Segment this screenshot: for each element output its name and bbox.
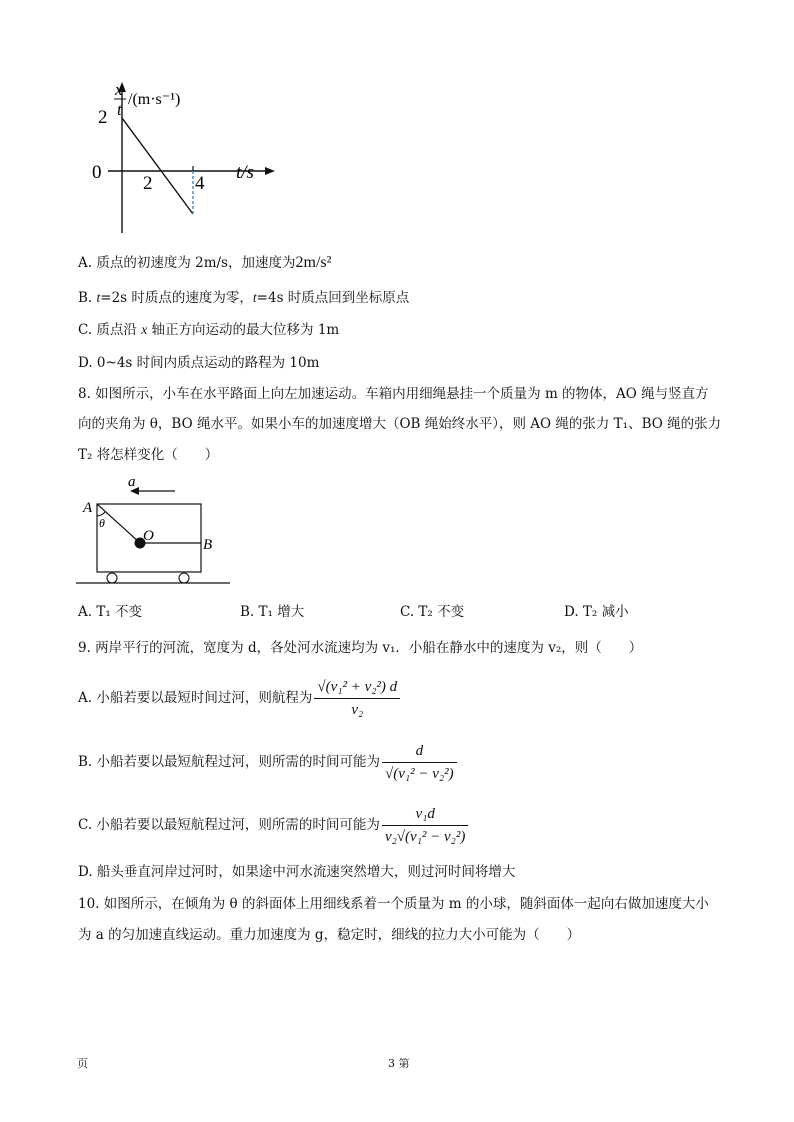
y-label-num: x — [115, 80, 123, 99]
y-axis-unit: /(m·s⁻¹) — [128, 91, 181, 108]
q10-stem-line1: 10. 如图所示，在倾角为 θ 的斜面体上用细线系着一个质量为 m 的小球，随斜面体一起向右做加速度大小 — [78, 896, 709, 912]
x-axis-arrow — [265, 167, 275, 175]
q7-option-c: C. 质点沿 x 轴正方向运动的最大位移为 1m — [78, 322, 340, 338]
q8-stem-line3: T₂ 将怎样变化（ ） — [78, 447, 219, 463]
q8-stem-line1: 8. 如图所示，小车在水平路面上向左加速运动。车箱内用细绳悬挂一个质量为 m 的物体，AO 绳与竖直方 — [78, 386, 709, 402]
q7-option-d: D. 0~4s 时间内质点运动的路程为 10m — [78, 355, 320, 371]
velocity-time-graph — [80, 78, 280, 238]
q9-option-a: A. 小船若要以最短时间过河，则航程为 $\frac{\text{√(v₁² + v₂²) d}}{\text{v₂}}$ — [78, 677, 400, 719]
q8-stem-line2: 向的夹角为 θ，BO 绳水平。如果小车的加速度增大（OB 绳始终水平），则 AO 绳的张力 T₁、BO 绳的张力 — [78, 416, 722, 432]
q9-option-b: B. 小船若要以最短航程过河，则所需的时间可能为 $\frac{d}{\text{√(v₁² − v₂²)}}$ — [78, 741, 457, 783]
q7-option-b: B. t=2s 时质点的速度为零，t=4s 时质点回到坐标原点 — [78, 290, 410, 306]
y-label-den: t — [117, 100, 122, 119]
footer-left: 页 — [77, 1057, 88, 1070]
q8-option-c: C. T₂ 不变 — [400, 604, 465, 620]
label-theta: θ — [99, 516, 105, 530]
label-B: B — [203, 537, 213, 553]
tick-x-2: 2 — [143, 173, 153, 194]
label-O: O — [143, 528, 154, 544]
tick-x-4: 4 — [195, 173, 205, 194]
wheel-left — [107, 573, 117, 583]
q8-option-a: A. T₁ 不变 — [78, 604, 143, 620]
x-axis-label: t/s — [236, 162, 254, 183]
q8-option-d: D. T₂ 减小 — [564, 604, 629, 620]
origin-label: 0 — [92, 162, 102, 183]
q9-stem: 9. 两岸平行的河流，宽度为 d，各处河水流速均为 v₁．小船在静水中的速度为 v₂，则（ ） — [78, 640, 643, 656]
tick-y-2: 2 — [98, 107, 108, 128]
q7-option-a: A. 质点的初速度为 2m/s，加速度为2m/s² — [78, 254, 332, 271]
q9-option-c: C. 小船若要以最短航程过河，则所需的时间可能为 $\frac{\text{v₁d}}{\text{v₂√(v₁² − v₂²)}}$ — [78, 804, 468, 846]
label-a: a — [128, 474, 136, 490]
label-A: A — [83, 500, 93, 516]
wheel-right — [179, 573, 189, 583]
q8-option-b: B. T₁ 增大 — [240, 604, 305, 620]
q9-option-d: D. 船头垂直河岸过河时，如果途中河水流速突然增大，则过河时间将增大 — [78, 864, 516, 880]
page-number: 3 第 — [388, 1057, 410, 1070]
data-line — [122, 118, 193, 214]
cart-figure — [72, 474, 237, 589]
q10-stem-line2: 为 a 的匀加速直线运动。重力加速度为 g，稳定时，细线的拉力大小可能为（ ） — [78, 927, 581, 943]
